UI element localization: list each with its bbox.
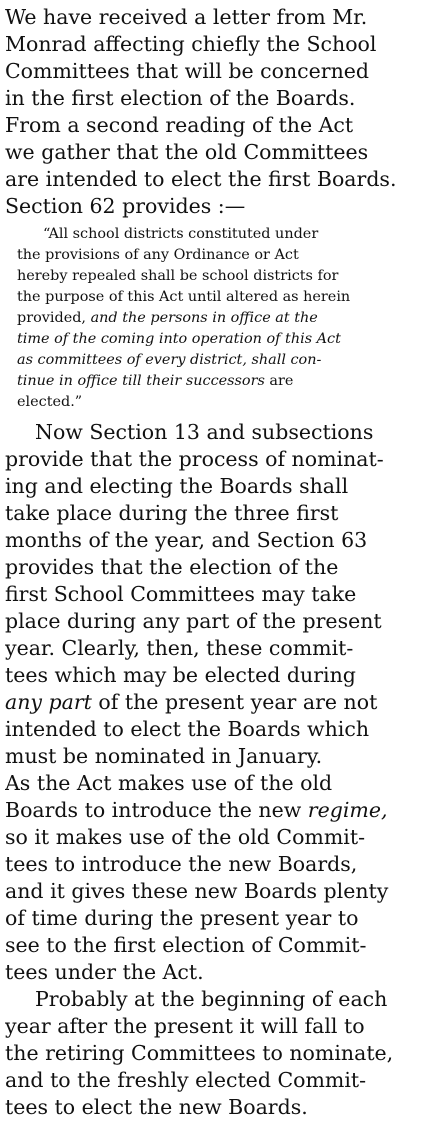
text-emphasis: any part [5,690,92,714]
text-line: first School Committees may take [5,582,357,606]
quote-line: “All school districts constituted under [43,226,319,242]
text-line: and it gives these new Boards plenty [5,879,389,903]
text-line: must be nominated in January. [5,744,323,768]
text-line: intended to elect the Boards which [5,717,370,741]
text-line: and to the freshly elected Commit- [5,1068,367,1092]
quote-emphasis: and the persons in office at the [90,310,318,326]
block-quote [5,224,424,413]
quote-line: time of the coming into operation of this Act [17,331,341,347]
text-line: months of the year, and Section 63 [5,528,368,552]
text-line [5,797,424,824]
text-line: ing and electing the Boards shall [5,474,349,498]
text-line: are intended to elect the first Boards. [5,167,397,191]
text-line: see to the first election of Commit- [5,933,367,957]
quote-emphasis: tinue in office till their successors [17,373,265,389]
paragraph-3 [5,986,424,1121]
text-line: tees to elect the new Boards. [5,1095,308,1119]
text-line: provides that the election of the [5,555,339,579]
text-line: Section 62 provides :— [5,194,246,218]
quote-line: as committees of every district, shall con- [17,352,322,368]
quote-line: the provisions of any Ordinance or Act [17,247,299,263]
text-line: we gather that the old Committees [5,140,369,164]
text-line: tees which may be elected during [5,663,356,687]
text-line: As the Act makes use of the old [5,771,333,795]
text-line: year. Clearly, then, these commit- [5,636,354,660]
text-line: Now Section 13 and subsections [35,420,374,444]
text-line: Committees that will be concerned [5,59,370,83]
text-line [5,689,424,716]
quote-line: elected.” [17,394,83,410]
quote-line: hereby repealed shall be school districts for [17,268,339,284]
text-line: tees under the Act. [5,960,204,984]
text-line: From a second reading of the Act [5,113,354,137]
text-line: tees to introduce the new Boards, [5,852,358,876]
text-line: provide that the process of nominat- [5,447,384,471]
text-line: We have received a letter from Mr. [5,5,368,29]
text-line: Probably at the beginning of each [35,987,388,1011]
text-line: Monrad affecting chiefly the School [5,32,377,56]
text-line: take place during the three first [5,501,339,525]
quote-line: the purpose of this Act until altered as herein [17,289,351,305]
paragraph-2 [5,419,424,986]
quote-text: are [264,373,294,389]
text-line: place during any part of the present [5,609,382,633]
text-run: Boards to introduce the new [5,798,308,822]
text-line: the retiring Committees to nominate, [5,1041,394,1065]
text-line: in the first election of the Boards. [5,86,356,110]
paragraph-1 [5,4,424,220]
text-line: year after the present it will fall to [5,1014,365,1038]
text-line: of time during the present year to [5,906,359,930]
quote-text: provided, [17,310,91,326]
quote-line [5,371,424,392]
quote-line [5,308,424,329]
text-line: so it makes use of the old Commit- [5,825,366,849]
text-emphasis: regime, [307,798,388,822]
text-run: of the present year are not [91,690,378,714]
